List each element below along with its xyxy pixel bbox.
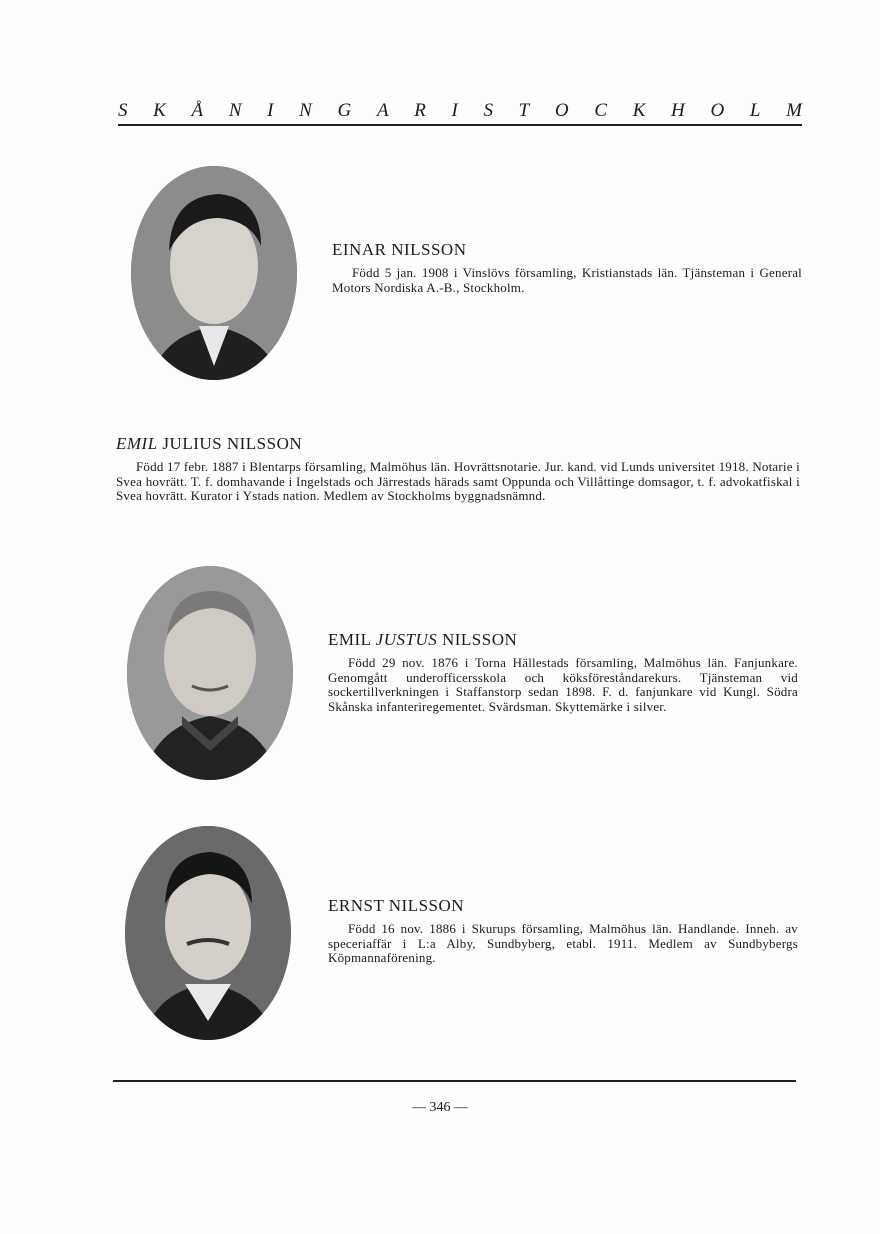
page-number: — 346 —: [412, 1100, 468, 1115]
running-head-letter: K: [153, 100, 166, 121]
entry-ernst-nilsson: [328, 896, 798, 966]
footer-rule: [113, 1080, 796, 1082]
running-head-letter: R: [414, 100, 426, 121]
running-head-letter: O: [710, 100, 725, 121]
entry-emil-justus-nilsson: [328, 630, 798, 714]
running-head-letter: M: [786, 100, 802, 121]
entry-name: EMIL JULIUS NILSSON: [116, 434, 303, 453]
running-head-letter: I: [451, 100, 458, 121]
entry-biography: Född 29 nov. 1876 i Torna Hällestads församling, Malmöhus län. Fanjunkare. Genomgått underofficersskola och köksföreståndarekurs. Tjänsteman vid sockertillverkningen i Staffanstorp sedan 1898. F. d. fanjunkare vid Kungl. Södra Skånska infanteriregementet. Svärdsman. Skyttemärke i silver.: [328, 655, 798, 714]
portrait-einar-nilsson: [131, 166, 297, 380]
entry-einar-nilsson: [332, 240, 802, 295]
running-head-letter: O: [554, 100, 569, 121]
entry-biography: Född 17 febr. 1887 i Blentarps församling, Malmöhus län. Hovrättsnotarie. Jur. kand. vid Lunds universitet 1918. Notarie i Svea hovrätt. T. f. domhavande i Ingelstads och Järrestads härads samt Oppunda och Villåttinge domsagor, t. f. advokatfiskal i Svea hovrätt. Kurator i Ystads nation. Medlem av Stockholms byggnadsnämnd.: [116, 459, 800, 503]
running-head-letter: N: [299, 100, 312, 121]
entry-name: EINAR NILSSON: [332, 240, 467, 259]
entry-biography: Född 16 nov. 1886 i Skurups församling, Malmöhus län. Handlande. Inneh. av speceriaffär i L:a Alby, Sundbyberg, etabl. 1911. Medlem av Sundbybergs Köpmannaförening.: [328, 921, 798, 965]
running-head-letter: T: [518, 100, 530, 121]
running-head-letter: A: [376, 100, 389, 121]
running-head-letter: I: [267, 100, 274, 121]
entry-name: ERNST NILSSON: [328, 896, 465, 915]
portrait-ernst-nilsson: [125, 826, 291, 1040]
header-rule: [118, 124, 802, 126]
running-head-letter: S: [118, 100, 128, 121]
running-head-letter: C: [594, 100, 608, 121]
running-head-letter: G: [337, 100, 352, 121]
running-head-letter: H: [671, 100, 685, 121]
portrait-emil-justus-nilsson: [127, 566, 293, 780]
running-head-letter: N: [228, 100, 242, 121]
running-head-letter: Å: [191, 100, 204, 121]
running-head-letter: L: [749, 100, 761, 121]
entry-emil-julius-nilsson: [116, 434, 800, 504]
running-head-letter: K: [632, 100, 646, 121]
running-head: [118, 100, 802, 122]
entry-biography: Född 5 jan. 1908 i Vinslövs församling, Kristianstads län. Tjänsteman i General Motors Nordiska A.-B., Stockholm.: [332, 265, 802, 295]
entry-name: EMIL JUSTUS NILSSON: [328, 630, 518, 649]
running-head-letter: S: [483, 100, 493, 121]
